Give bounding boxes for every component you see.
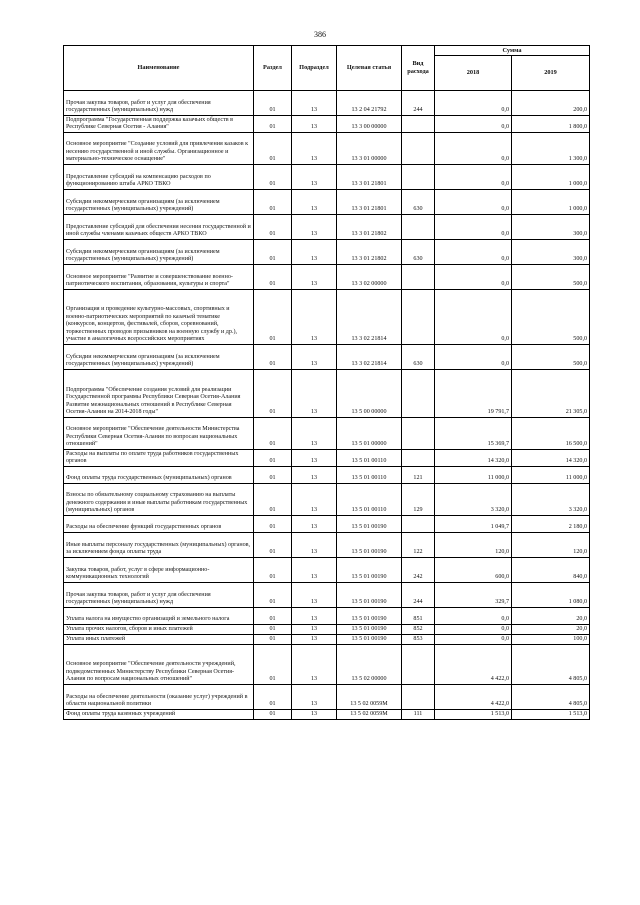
row-expense-type xyxy=(402,265,435,290)
row-section: 01 xyxy=(254,290,292,345)
row-article: 13 5 01 00110 xyxy=(337,450,402,467)
row-article: 13 3 00 00000 xyxy=(337,116,402,133)
row-article: 13 5 01 00000 xyxy=(337,418,402,450)
row-expense-type: 122 xyxy=(402,533,435,558)
row-section: 01 xyxy=(254,265,292,290)
row-section: 01 xyxy=(254,710,292,720)
row-subsection: 13 xyxy=(292,625,337,635)
row-subsection: 13 xyxy=(292,345,337,370)
row-sum-2018: 0,0 xyxy=(435,215,512,240)
row-sum-2019: 11 000,0 xyxy=(512,467,590,484)
row-section: 01 xyxy=(254,91,292,116)
row-subsection: 13 xyxy=(292,165,337,190)
row-article: 13 5 01 00190 xyxy=(337,558,402,583)
row-subsection: 13 xyxy=(292,467,337,484)
row-name: Субсидии некоммерческим организациям (за исключением государственных (муниципальных) учреждений) xyxy=(64,190,254,215)
table-row xyxy=(64,370,590,418)
row-subsection: 13 xyxy=(292,710,337,720)
row-expense-type xyxy=(402,116,435,133)
row-sum-2019: 840,0 xyxy=(512,558,590,583)
header-expense-type: Вид расхода xyxy=(402,46,435,91)
row-article: 13 3 01 00000 xyxy=(337,133,402,165)
row-section: 01 xyxy=(254,190,292,215)
row-expense-type: 630 xyxy=(402,345,435,370)
row-article: 13 5 01 00110 xyxy=(337,484,402,516)
row-expense-type: 630 xyxy=(402,190,435,215)
row-sum-2018: 0,0 xyxy=(435,91,512,116)
row-expense-type xyxy=(402,418,435,450)
row-article: 13 5 02 0059М xyxy=(337,710,402,720)
row-sum-2018: 1 049,7 xyxy=(435,516,512,533)
row-name: Расходы на обеспечение функций государственных органов xyxy=(64,516,254,533)
row-sum-2018: 0,0 xyxy=(435,133,512,165)
table-row xyxy=(64,516,590,533)
row-article: 13 3 01 21802 xyxy=(337,240,402,265)
row-article: 13 3 02 21814 xyxy=(337,290,402,345)
row-expense-type xyxy=(402,215,435,240)
row-name: Подпрограмма "Государственная поддержка казачьих обществ в Республике Северная Осетия - Алания" xyxy=(64,116,254,133)
row-name: Основное мероприятие "Обеспечение деятельности Министерства Республики Северная Осетия-Алания по вопросам национальных отношений" xyxy=(64,418,254,450)
table-row xyxy=(64,165,590,190)
row-subsection: 13 xyxy=(292,240,337,265)
header-subsection: Подраздел xyxy=(292,46,337,91)
table-row xyxy=(64,685,590,710)
row-name: Закупка товаров, работ, услуг в сфере информационно-коммуникационных технологий xyxy=(64,558,254,583)
table-row xyxy=(64,558,590,583)
row-article: 13 5 02 0059М xyxy=(337,685,402,710)
row-subsection: 13 xyxy=(292,190,337,215)
row-name: Прочая закупка товаров, работ и услуг для обеспечения государственных (муниципальных) нужд xyxy=(64,583,254,608)
table-header xyxy=(64,46,590,91)
row-sum-2019: 500,0 xyxy=(512,265,590,290)
row-name: Уплата прочих налогов, сборов и иных платежей xyxy=(64,625,254,635)
table-row xyxy=(64,467,590,484)
row-section: 01 xyxy=(254,635,292,645)
row-name: Основное мероприятие "Развитие и совершенствование военно-патриотического воспитания, образования, культуры и спорта" xyxy=(64,265,254,290)
row-sum-2018: 11 000,0 xyxy=(435,467,512,484)
row-name: Прочая закупка товаров, работ и услуг для обеспечения государственных (муниципальных) нужд xyxy=(64,91,254,116)
table-row xyxy=(64,265,590,290)
row-subsection: 13 xyxy=(292,215,337,240)
header-article: Целевая статья xyxy=(337,46,402,91)
row-section: 01 xyxy=(254,116,292,133)
row-section: 01 xyxy=(254,516,292,533)
row-sum-2019: 21 305,0 xyxy=(512,370,590,418)
row-subsection: 13 xyxy=(292,418,337,450)
row-subsection: 13 xyxy=(292,265,337,290)
row-sum-2019: 300,0 xyxy=(512,215,590,240)
row-name: Взносы по обязательному социальному страхованию на выплаты денежного содержания и иные выплаты работникам государственных (муниципальных) органов xyxy=(64,484,254,516)
table-row xyxy=(64,215,590,240)
row-name: Фонд оплаты труда государственных (муниципальных) органов xyxy=(64,467,254,484)
row-subsection: 13 xyxy=(292,370,337,418)
row-section: 01 xyxy=(254,240,292,265)
header-sum: Сумма xyxy=(435,46,590,56)
row-name: Подпрограмма "Обеспечение создания условий для реализации Государственной программы Республики Северная Осетия-Алания Развитие межнациональных отношений в Республике Северная Осетия-Алания на 2014-2018 годы" xyxy=(64,370,254,418)
row-sum-2018: 19 791,7 xyxy=(435,370,512,418)
row-subsection: 13 xyxy=(292,516,337,533)
row-article: 13 2 04 21792 xyxy=(337,91,402,116)
row-sum-2019: 14 320,0 xyxy=(512,450,590,467)
row-expense-type: 111 xyxy=(402,710,435,720)
row-article: 13 3 02 21814 xyxy=(337,345,402,370)
row-section: 01 xyxy=(254,467,292,484)
row-sum-2018: 0,0 xyxy=(435,190,512,215)
table-row xyxy=(64,450,590,467)
row-name: Иные выплаты персоналу государственных (муниципальных) органов, за исключением фонда оплаты труда xyxy=(64,533,254,558)
row-subsection: 13 xyxy=(292,635,337,645)
row-sum-2019: 4 805,0 xyxy=(512,645,590,685)
row-sum-2019: 500,0 xyxy=(512,290,590,345)
row-sum-2018: 0,0 xyxy=(435,625,512,635)
row-name: Расходы на выплаты по оплате труда работников государственных органов xyxy=(64,450,254,467)
row-expense-type: 851 xyxy=(402,608,435,625)
header-section: Раздел xyxy=(254,46,292,91)
row-subsection: 13 xyxy=(292,645,337,685)
row-subsection: 13 xyxy=(292,450,337,467)
row-section: 01 xyxy=(254,533,292,558)
row-section: 01 xyxy=(254,583,292,608)
row-name: Субсидии некоммерческим организациям (за исключением государственных (муниципальных) учреждений) xyxy=(64,240,254,265)
row-sum-2018: 1 513,0 xyxy=(435,710,512,720)
row-article: 13 3 01 21801 xyxy=(337,190,402,215)
row-name: Субсидии некоммерческим организациям (за исключением государственных (муниципальных) учреждений) xyxy=(64,345,254,370)
table-row xyxy=(64,290,590,345)
row-sum-2019: 1 000,0 xyxy=(512,165,590,190)
row-section: 01 xyxy=(254,215,292,240)
row-section: 01 xyxy=(254,558,292,583)
row-sum-2019: 1 800,0 xyxy=(512,116,590,133)
row-sum-2019: 1 000,0 xyxy=(512,190,590,215)
row-article: 13 5 01 00190 xyxy=(337,533,402,558)
row-subsection: 13 xyxy=(292,133,337,165)
table-row xyxy=(64,418,590,450)
row-article: 13 5 02 00000 xyxy=(337,645,402,685)
row-sum-2018: 0,0 xyxy=(435,635,512,645)
row-expense-type xyxy=(402,165,435,190)
row-expense-type xyxy=(402,290,435,345)
table-body xyxy=(64,91,590,720)
row-subsection: 13 xyxy=(292,484,337,516)
row-sum-2018: 3 320,0 xyxy=(435,484,512,516)
row-name: Уплата налога на имущество организаций и земельного налога xyxy=(64,608,254,625)
row-section: 01 xyxy=(254,484,292,516)
row-name: Уплата иных платежей xyxy=(64,635,254,645)
row-sum-2018: 0,0 xyxy=(435,240,512,265)
row-expense-type: 244 xyxy=(402,91,435,116)
row-expense-type: 853 xyxy=(402,635,435,645)
row-sum-2018: 0,0 xyxy=(435,345,512,370)
row-sum-2019: 1 513,0 xyxy=(512,710,590,720)
row-article: 13 5 01 00190 xyxy=(337,608,402,625)
row-section: 01 xyxy=(254,345,292,370)
row-expense-type: 630 xyxy=(402,240,435,265)
row-subsection: 13 xyxy=(292,91,337,116)
table-row xyxy=(64,133,590,165)
row-sum-2018: 600,0 xyxy=(435,558,512,583)
row-name: Предоставление субсидий для обеспечения несения государственной и иной службы членами казачьих обществ АРКО ТВКО xyxy=(64,215,254,240)
row-subsection: 13 xyxy=(292,608,337,625)
row-section: 01 xyxy=(254,450,292,467)
table-row xyxy=(64,583,590,608)
row-expense-type: 242 xyxy=(402,558,435,583)
row-article: 13 3 01 21802 xyxy=(337,215,402,240)
row-expense-type xyxy=(402,450,435,467)
row-sum-2019: 200,0 xyxy=(512,91,590,116)
row-sum-2019: 1 080,0 xyxy=(512,583,590,608)
row-sum-2018: 0,0 xyxy=(435,116,512,133)
table-row xyxy=(64,240,590,265)
row-section: 01 xyxy=(254,165,292,190)
row-article: 13 3 01 21801 xyxy=(337,165,402,190)
row-expense-type: 121 xyxy=(402,467,435,484)
table-row xyxy=(64,645,590,685)
row-subsection: 13 xyxy=(292,533,337,558)
budget-table xyxy=(63,45,590,720)
row-sum-2019: 16 500,0 xyxy=(512,418,590,450)
row-expense-type: 852 xyxy=(402,625,435,635)
row-subsection: 13 xyxy=(292,116,337,133)
table-row xyxy=(64,484,590,516)
row-article: 13 5 01 00110 xyxy=(337,467,402,484)
row-sum-2019: 500,0 xyxy=(512,345,590,370)
row-sum-2019: 3 320,0 xyxy=(512,484,590,516)
table-row xyxy=(64,625,590,635)
row-name: Основное мероприятие "Обеспечение деятельности учреждений, подведомственных Министерству Республики Северная Осетия-Алания по вопросам национальных отношений" xyxy=(64,645,254,685)
row-section: 01 xyxy=(254,418,292,450)
page-number: 386 xyxy=(314,30,326,39)
row-sum-2019: 2 180,0 xyxy=(512,516,590,533)
row-subsection: 13 xyxy=(292,583,337,608)
row-subsection: 13 xyxy=(292,558,337,583)
row-sum-2018: 120,0 xyxy=(435,533,512,558)
row-subsection: 13 xyxy=(292,685,337,710)
row-name: Фонд оплаты труда казенных учреждений xyxy=(64,710,254,720)
row-sum-2018: 0,0 xyxy=(435,608,512,625)
row-expense-type: 129 xyxy=(402,484,435,516)
table-row xyxy=(64,635,590,645)
row-article: 13 5 00 00000 xyxy=(337,370,402,418)
row-section: 01 xyxy=(254,608,292,625)
row-name: Предоставление субсидий на компенсацию расходов по функционированию штаба АРКО ТВКО xyxy=(64,165,254,190)
header-year-2018: 2018 xyxy=(435,56,512,91)
table-row xyxy=(64,116,590,133)
row-expense-type xyxy=(402,645,435,685)
row-sum-2019: 300,0 xyxy=(512,240,590,265)
row-article: 13 5 01 00190 xyxy=(337,583,402,608)
row-sum-2018: 329,7 xyxy=(435,583,512,608)
table-row xyxy=(64,533,590,558)
row-sum-2019: 20,0 xyxy=(512,625,590,635)
row-expense-type xyxy=(402,685,435,710)
row-subsection: 13 xyxy=(292,290,337,345)
row-sum-2019: 4 805,0 xyxy=(512,685,590,710)
table-row xyxy=(64,190,590,215)
row-section: 01 xyxy=(254,370,292,418)
row-sum-2018: 4 422,0 xyxy=(435,645,512,685)
row-sum-2019: 1 300,0 xyxy=(512,133,590,165)
row-article: 13 5 01 00190 xyxy=(337,625,402,635)
row-sum-2019: 120,0 xyxy=(512,533,590,558)
row-sum-2018: 0,0 xyxy=(435,290,512,345)
row-sum-2018: 14 320,0 xyxy=(435,450,512,467)
row-expense-type xyxy=(402,133,435,165)
row-section: 01 xyxy=(254,685,292,710)
row-sum-2018: 0,0 xyxy=(435,265,512,290)
table-row xyxy=(64,608,590,625)
row-expense-type: 244 xyxy=(402,583,435,608)
row-expense-type xyxy=(402,370,435,418)
row-sum-2018: 15 369,7 xyxy=(435,418,512,450)
table-row xyxy=(64,345,590,370)
table-row xyxy=(64,710,590,720)
row-article: 13 5 01 00190 xyxy=(337,635,402,645)
row-sum-2018: 0,0 xyxy=(435,165,512,190)
row-name: Организация и проведение культурно-массовых, спортивных и военно-патриотических мероприятий по казачьей тематике (конкурсов, концертов, фестивалей, сборов, соревнований, торжественных проводов призывников на военную службу и др.), участие в аналогичных всероссийских мероприятиях xyxy=(64,290,254,345)
row-expense-type xyxy=(402,516,435,533)
row-name: Основное мероприятие "Создание условий для привлечения казаков к несению государственной и иной службы. Организационное и материально-техническое оснащение" xyxy=(64,133,254,165)
row-article: 13 3 02 00000 xyxy=(337,265,402,290)
row-name: Расходы на обеспечение деятельности (оказание услуг) учреждений в области национальной политики xyxy=(64,685,254,710)
row-sum-2019: 20,0 xyxy=(512,608,590,625)
row-sum-2018: 4 422,0 xyxy=(435,685,512,710)
row-section: 01 xyxy=(254,133,292,165)
row-section: 01 xyxy=(254,625,292,635)
row-sum-2019: 100,0 xyxy=(512,635,590,645)
table-row xyxy=(64,91,590,116)
header-name: Наименование xyxy=(64,46,254,91)
row-article: 13 5 01 00190 xyxy=(337,516,402,533)
row-section: 01 xyxy=(254,645,292,685)
header-year-2019: 2019 xyxy=(512,56,590,91)
